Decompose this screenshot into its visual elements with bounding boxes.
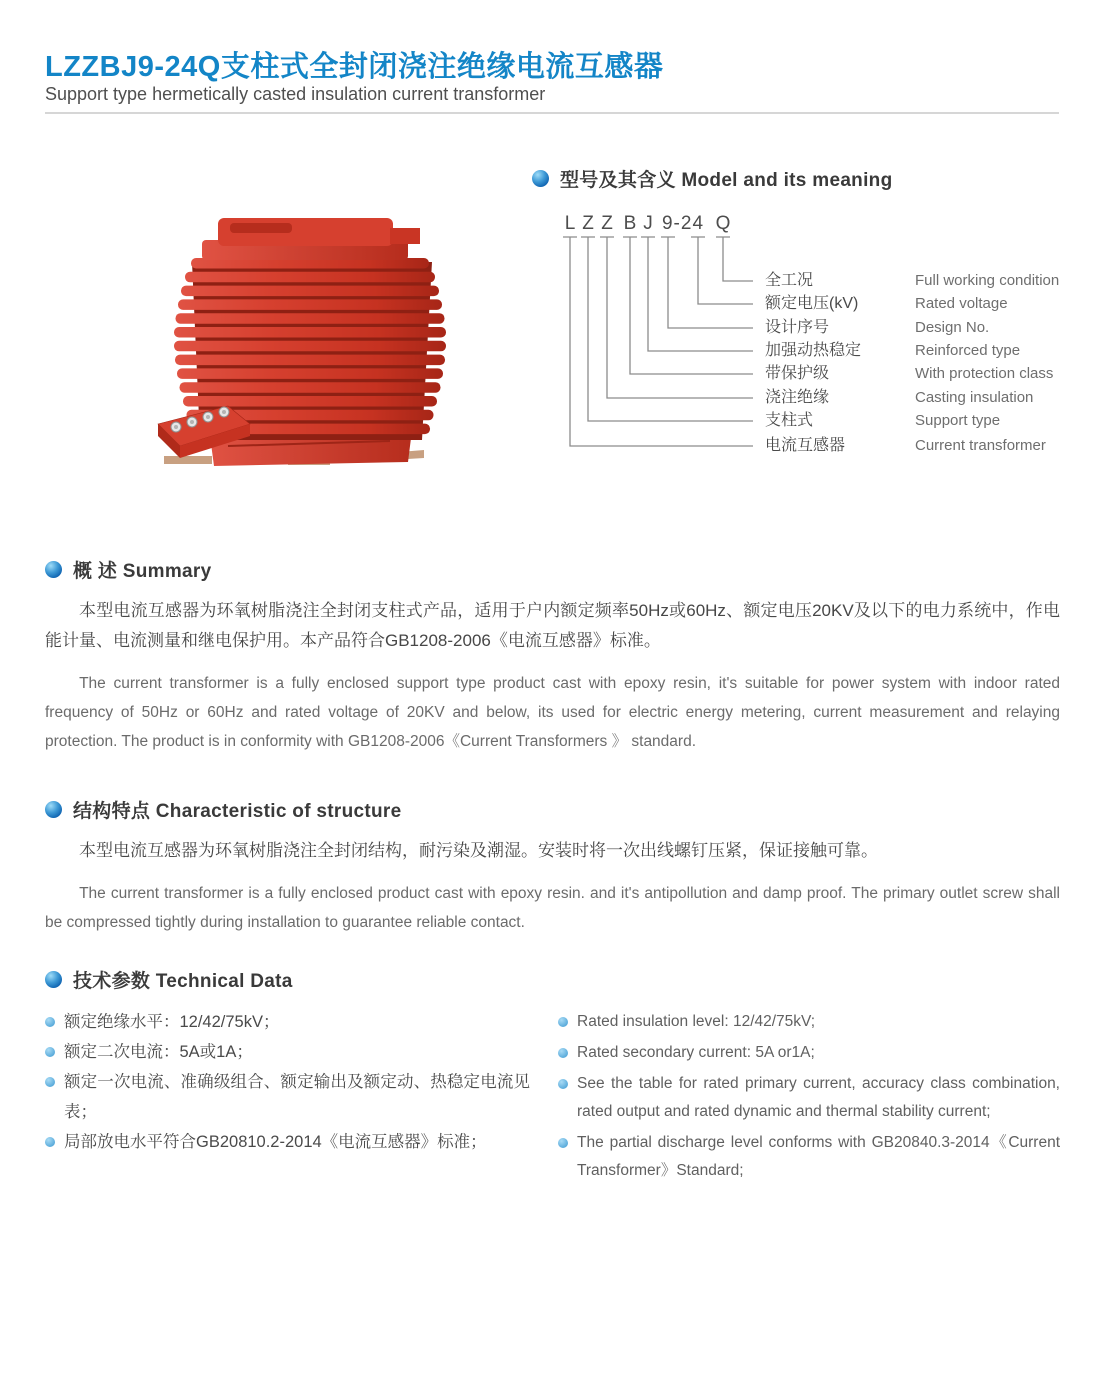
- bullet-dot-icon: [45, 1077, 55, 1087]
- bullet-dot-icon: [558, 1138, 568, 1148]
- model-label-en: Casting insulation: [915, 389, 1034, 406]
- technical-item: [558, 1008, 1060, 1036]
- section-bullet-icon: [45, 801, 62, 818]
- technical-item-text: 额定绝缘水平：12/42/75kV；: [64, 1013, 280, 1031]
- section-title-technical: 技术参数 Technical Data: [73, 971, 293, 992]
- model-label-cn: 设计序号: [765, 319, 830, 336]
- model-label-en: Current transformer: [915, 437, 1046, 454]
- technical-item-text: Rated insulation level: 12/42/75kV;: [577, 1013, 816, 1030]
- section-header-structure: [45, 796, 1060, 823]
- model-label-row: [553, 340, 1099, 362]
- model-label-row: [553, 363, 1099, 385]
- model-code-part: B: [623, 213, 637, 234]
- model-code-part: Q: [715, 213, 731, 234]
- product-image: [150, 200, 460, 470]
- model-label-en: With protection class: [915, 365, 1054, 382]
- model-label-cn: 加强动热稳定: [765, 342, 862, 359]
- model-label-cn: 支柱式: [765, 412, 814, 429]
- technical-item: [45, 1127, 530, 1157]
- section-title-summary: 概 述 Summary: [73, 561, 212, 582]
- section-header-summary: [45, 556, 1060, 583]
- section-title-model: 型号及其含义 Model and its meaning: [560, 170, 893, 191]
- technical-list-en: [558, 1007, 1060, 1188]
- section-bullet-icon: [45, 971, 62, 988]
- header-divider: [45, 112, 1059, 114]
- model-label-cn: 浇注绝缘: [765, 389, 830, 406]
- model-label-row: [553, 410, 1099, 432]
- section-bullet-icon: [532, 170, 549, 187]
- section-technical: [45, 966, 1060, 1188]
- section-header-model: [532, 165, 892, 192]
- section-bullet-icon: [45, 561, 62, 578]
- summary-paragraph-cn: 本型电流互感器为环氧树脂浇注全封闭支柱式产品，适用于户内额定频率50Hz或60Hz、额定电压20KV及以下的电力系统中，作电能计量、电流测量和继电保护用。本产品符合GB1208-2006《电流互感器》标准。: [45, 601, 1060, 650]
- technical-item-text: See the table for rated primary current, accuracy class combination, rated output and rated dynamic and thermal stability current;: [577, 1075, 1060, 1120]
- model-label-row: [553, 387, 1099, 409]
- technical-item: [45, 1037, 530, 1067]
- technical-item-text: 局部放电水平符合GB20810.2-2014《电流互感器》标准；: [64, 1133, 487, 1151]
- model-label-row: [553, 317, 1099, 339]
- model-label-en: Reinforced type: [915, 342, 1021, 359]
- model-code-part: L: [564, 213, 576, 234]
- bullet-dot-icon: [45, 1017, 55, 1027]
- summary-paragraph-en: The current transformer is a fully enclosed support type product cast with epoxy resin, it's suitable for power system with indoor rated frequency of 50Hz or 60Hz and rated voltage of 20KV and below, its used for electric energy metering, current measurement and relaying protection. The product is in conformity with GB1208-2006《Current Transformers 》 standard.: [45, 675, 1060, 750]
- bullet-dot-icon: [45, 1047, 55, 1057]
- model-label-cn: 全工况: [765, 272, 814, 289]
- model-label-en: Support type: [915, 412, 1001, 429]
- technical-item: [45, 1007, 530, 1037]
- bullet-dot-icon: [558, 1017, 568, 1027]
- technical-item: [558, 1039, 1060, 1067]
- transformer-cap: [202, 218, 420, 260]
- structure-paragraph-cn: 本型电流互感器为环氧树脂浇注全封闭结构，耐污染及潮湿。安装时将一次出线螺钉压紧，保证接触可靠。: [79, 841, 878, 860]
- page-title: LZZBJ9-24Q支柱式全封闭浇注绝缘电流互感器: [45, 51, 664, 83]
- technical-item: [45, 1067, 530, 1127]
- technical-item-text: 额定二次电流：5A或1A；: [64, 1043, 253, 1061]
- model-label-cn: 额定电压(kV): [765, 295, 859, 312]
- model-code-diagram: [553, 203, 1099, 465]
- model-label-cn: 电流互感器: [765, 437, 846, 454]
- model-label-en: Design No.: [915, 319, 990, 336]
- model-label-row: [553, 270, 1099, 292]
- model-label-en: Full working condition: [915, 272, 1060, 289]
- technical-item-text: The partial discharge level conforms with GB20840.3-2014《Current Transformer》Standard;: [577, 1134, 1060, 1179]
- section-title-structure: 结构特点 Characteristic of structure: [73, 801, 402, 822]
- model-label-cn: 带保护级: [765, 365, 830, 382]
- technical-item: [558, 1129, 1060, 1185]
- section-structure: [45, 796, 1060, 937]
- technical-list-cn: [45, 1007, 530, 1188]
- technical-item-text: Rated secondary current: 5A or1A;: [577, 1044, 815, 1061]
- model-code-part: 9-24: [661, 213, 705, 234]
- structure-paragraph-en: The current transformer is a fully enclosed product cast with epoxy resin. and it's antipollution and damp proof. The primary outlet screw shall be compressed tightly during installation to guarantee reliable contact.: [45, 885, 1060, 931]
- model-code-part: Z: [601, 213, 613, 234]
- model-label-row: [553, 435, 1099, 457]
- technical-columns: [45, 1007, 1060, 1188]
- model-label-en: Rated voltage: [915, 295, 1008, 312]
- model-label-row: [553, 293, 1099, 315]
- model-code: [565, 213, 731, 234]
- page-subtitle: Support type hermetically casted insulation current transformer: [45, 84, 546, 104]
- model-code-part: Z: [582, 213, 594, 234]
- section-summary: [45, 556, 1060, 756]
- section-header-technical: [45, 966, 1060, 993]
- technical-item: [558, 1070, 1060, 1126]
- model-code-part: J: [643, 213, 653, 234]
- bullet-dot-icon: [45, 1137, 55, 1147]
- technical-item-text: 额定一次电流、准确级组合、额定输出及额定动、热稳定电流见表；: [64, 1073, 530, 1121]
- bullet-dot-icon: [558, 1079, 568, 1089]
- bullet-dot-icon: [558, 1048, 568, 1058]
